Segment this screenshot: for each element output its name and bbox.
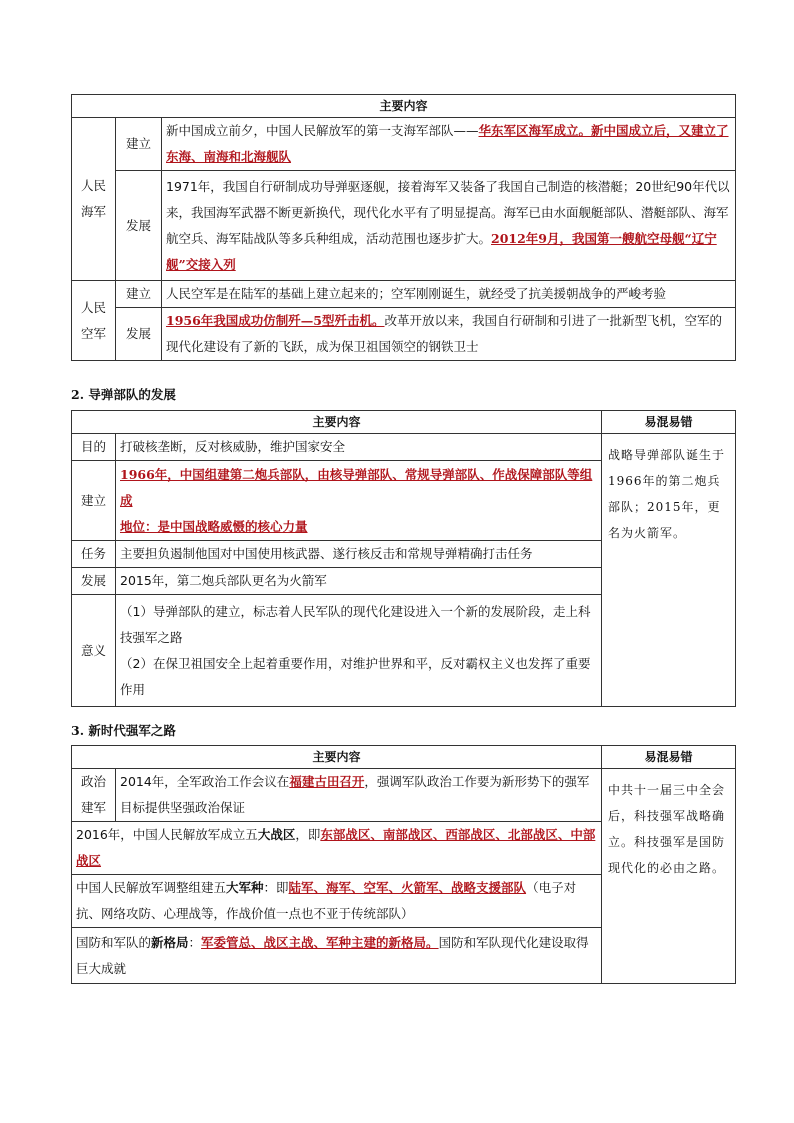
pattern-highlight: 军委管总、战区主战、军种主建的新格局。 bbox=[201, 934, 439, 950]
section-2-title: 2. 导弹部队的发展 bbox=[71, 387, 176, 402]
section-3-title: 3. 新时代强军之路 bbox=[71, 723, 176, 738]
navy-label: 人民海军 bbox=[72, 118, 116, 281]
note-header: 易混易错 bbox=[602, 411, 736, 434]
purpose-cell: 打破核垄断，反对核威胁，维护国家安全 bbox=[116, 434, 602, 461]
table-header: 主要内容 bbox=[72, 411, 602, 434]
politics-label: 政治建军 bbox=[72, 769, 116, 822]
note-header: 易混易错 bbox=[602, 746, 736, 769]
task-cell: 主要担负遏制他国对中国使用核武器、遂行核反击和常规导弹精确打击任务 bbox=[116, 541, 602, 568]
build-label: 建立 bbox=[72, 461, 116, 541]
build-cell bbox=[116, 461, 602, 541]
war-zones-cell: 2016年，中国人民解放军成立五大战区，即东部战区、南部战区、西部战区、北部战区、中部战区 bbox=[72, 822, 602, 875]
build-highlight: 1966年，中国组建第二炮兵部队，由核导弹部队、常规导弹部队、作战保障部队等组成 bbox=[120, 466, 593, 508]
navy-build-label: 建立 bbox=[116, 118, 162, 171]
meaning-cell: （1）导弹部队的建立，标志着人民军队的现代化建设进入一个新的发展阶段，走上科技强军之路 （2）在保卫祖国安全上起着重要作用，对维护世界和平，反对霸权主义也发挥了重要作用 bbox=[116, 595, 602, 707]
strong-army-note: 中共十一届三中全会后，科技强军战略确立。科技强军是国防现代化的必由之路。 bbox=[602, 769, 736, 984]
war-zones-highlight: 东部战区、南部战区、西部战区、北部战区、中部战区 bbox=[76, 827, 596, 868]
navy-dev-highlight: 2012年9月，我国第一艘航空母舰“辽宁舰”交接入列 bbox=[166, 230, 717, 272]
dev-label: 发展 bbox=[72, 568, 116, 595]
airforce-dev-cell: 1956年我国成功仿制歼—5型歼击机。改革开放以来，我国自行研制和引进了一批新型飞机，空军的现代化建设有了新的飞跃，成为保卫祖国领空的钢铁卫士 bbox=[162, 308, 736, 361]
strong-army-table bbox=[71, 745, 736, 984]
meaning-label: 意义 bbox=[72, 595, 116, 707]
table-header: 主要内容 bbox=[72, 95, 736, 118]
services-cell: 中国人民解放军调整组建五大军种：即陆军、海军、空军、火箭军、战略支援部队（电子对抗、网络攻防、心理战等，作战价值一点也不亚于传统部队） bbox=[72, 875, 602, 928]
navy-dev-label: 发展 bbox=[116, 171, 162, 281]
airforce-dev-label: 发展 bbox=[116, 308, 162, 361]
status-highlight: 地位：是中国战略威慑的核心力量 bbox=[120, 518, 308, 534]
navy-dev-cell: 1971年，我国自行研制成功导弹驱逐舰，接着海军又装备了我国自己制造的核潜艇；20世纪90年代以来，我国海军武器不断更新换代，现代化水平有了明显提高。海军已由水面舰艇部队、潜艇部队、海军航空兵、海军陆战队等多兵种组成，活动范围也逐步扩大。2012年9月，我国第一艘航空母舰“辽宁舰”交接入列 bbox=[162, 171, 736, 281]
politics-cell: 2014年，全军政治工作会议在福建古田召开，强调军队政治工作要为新形势下的强军目标提供坚强政治保证 bbox=[116, 769, 602, 822]
navy-airforce-table bbox=[71, 94, 736, 361]
missile-note: 战略导弹部队诞生于1966年的第二炮兵部队；2015年，更名为火箭军。 bbox=[602, 434, 736, 707]
dev-cell: 2015年，第二炮兵部队更名为火箭军 bbox=[116, 568, 602, 595]
gutian-highlight: 福建古田召开 bbox=[289, 774, 365, 789]
pattern-cell: 国防和军队的新格局：军委管总、战区主战、军种主建的新格局。国防和军队现代化建设取得巨大成就 bbox=[72, 928, 602, 984]
airforce-build-cell: 人民空军是在陆军的基础上建立起来的；空军刚刚诞生，就经受了抗美援朝战争的严峻考验 bbox=[162, 281, 736, 308]
navy-build-cell: 新中国成立前夕，中国人民解放军的第一支海军部队——华东军区海军成立。新中国成立后，又建立了东海、南海和北海舰队 bbox=[162, 118, 736, 171]
airforce-build-label: 建立 bbox=[116, 281, 162, 308]
services-highlight: 陆军、海军、空军、火箭军、战略支援部队 bbox=[288, 880, 527, 895]
missile-table bbox=[71, 410, 736, 707]
task-label: 任务 bbox=[72, 541, 116, 568]
airforce-label: 人民空军 bbox=[72, 281, 116, 361]
navy-build-highlight: 华东军区海军成立。新中国成立后，又建立了东海、南海和北海舰队 bbox=[166, 123, 729, 164]
airforce-dev-highlight: 1956年我国成功仿制歼—5型歼击机。 bbox=[166, 313, 385, 328]
purpose-label: 目的 bbox=[72, 434, 116, 461]
table-header: 主要内容 bbox=[72, 746, 602, 769]
